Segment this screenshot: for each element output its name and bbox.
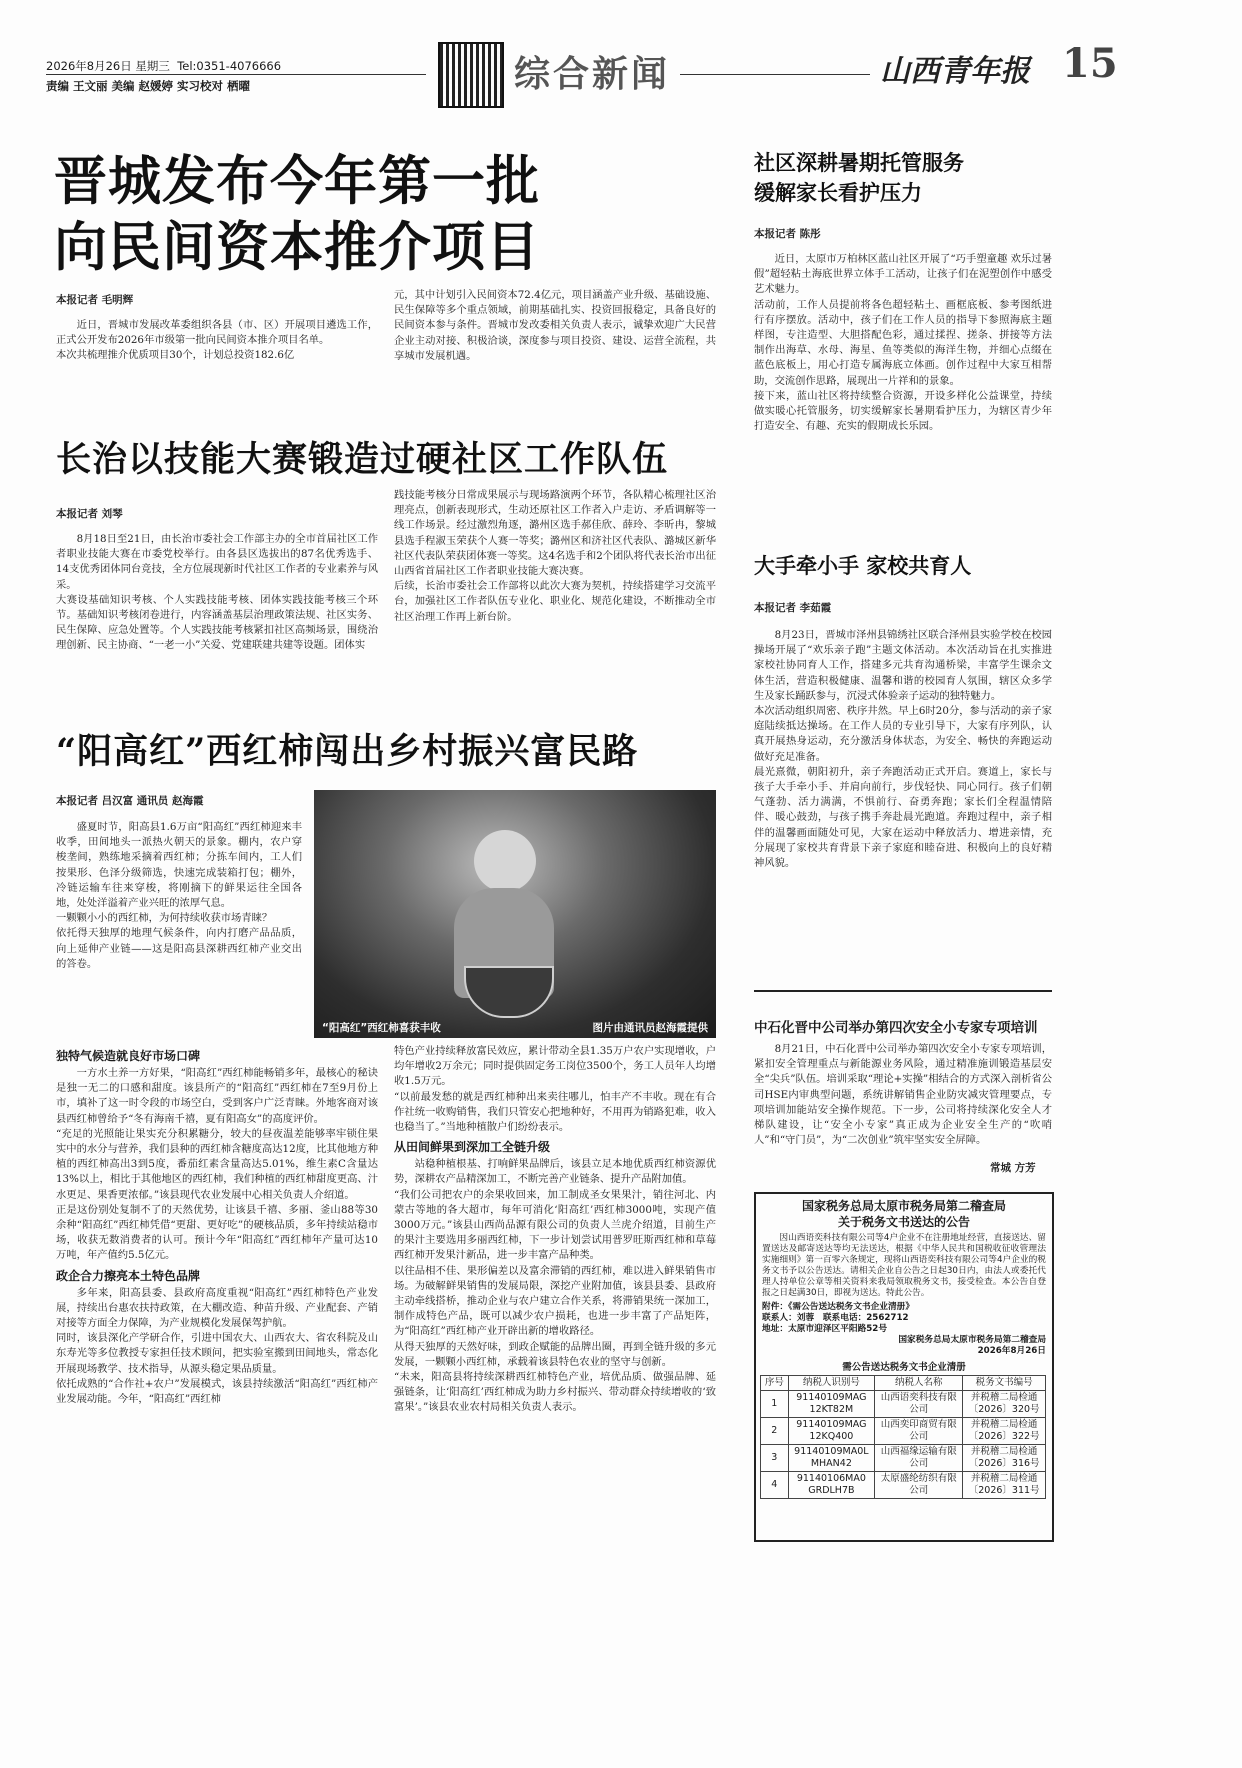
cell-name: 山西奕印商贸有限 公司 — [875, 1418, 963, 1445]
article2-col1: 8月18日至21日，由长治市委社会工作部主办的全市首届社区工作者职业技能大赛在市委党校举行。由各县区选拔出的87名优秀选手、14支优秀团体同台竞技，全方位展现新时代社区工作者的专业素养与风采。 大赛设基础知识考核、个人实践技能考核、团体实践技能考核三个环节。基础知识考核闭卷进行，内容涵盖基层治理政策法规、社区实务、民生保障、应急处置等。个人实践技能考核紧扣社区高频场景，围绕治理创新、民主协商、“一老一小”关爱、党建联建共建等设题。团体实 — [56, 533, 379, 652]
cell-tax-id: 91140106MA0 GRDLH7B — [788, 1472, 874, 1499]
notice-table-header — [761, 1376, 1046, 1391]
article3-headline: “阳高红”西红柿闯出乡村振兴富民路 — [56, 731, 639, 772]
article3-col2-lower — [394, 1044, 716, 1416]
divider-rule — [754, 990, 1052, 992]
notice-date: 2026年8月26日 — [977, 1346, 1046, 1356]
cell-index: 4 — [761, 1472, 789, 1499]
page-number: 15 — [1062, 40, 1118, 87]
header-rule-left — [46, 74, 426, 75]
notice-table-title: 需公告送达税务文书企业清册 — [842, 1362, 966, 1373]
article6-headline: 中石化晋中公司举办第四次安全小专家专项培训 — [754, 1020, 1038, 1036]
article3-sub2-text: 多年来，阳高县委、县政府高度重视“阳高红”西红柿特色产业发展，持续出台惠农扶持政策，在大棚改造、种苗升级、产业配套、产销对接等方面全力保障，为产业规模化发展保驾护航。 同时，该县深化产学研合作，引进中国农大、山西农大、省农科院及山东寿光等多位教授专家担任技术顾问，把实验室搬到田间地头，常态化开展现场教学、技术指导，从源头稳定果品质量。 依托成熟的“合作社+农户”发展模式，该县持续激活“阳高红”西红柿产业发展动能。今年，“阳高红”西红柿 — [56, 1286, 378, 1406]
cell-tax-id: 91140109MAG 12KQ400 — [788, 1418, 874, 1445]
photo-caption-right: 图片由通讯员赵海霞提供 — [592, 1022, 708, 1034]
article5-headline: 大手牵小手 家校共育人 — [754, 553, 972, 578]
cell-doc-no: 并税稽二局检通 〔2026〕322号 — [963, 1418, 1046, 1445]
cell-name: 太原盛纶纺织有限 公司 — [875, 1472, 963, 1499]
cell-doc-no: 并税稽二局检通 〔2026〕311号 — [963, 1472, 1046, 1499]
notice-title-line1: 国家税务总局太原市税务局第二稽查局 — [801, 1199, 1006, 1213]
header-rule-right — [680, 74, 870, 75]
masthead-logo: 山西青年报 — [880, 54, 1030, 89]
article4-headline-line1: 社区深耕暑期托管服务 — [754, 150, 964, 175]
notice-contacts — [762, 1302, 1046, 1357]
photo-caption-left: “阳高红”西红柿喜获丰收 — [322, 1022, 441, 1034]
cell-doc-no: 并税稽二局检通 〔2026〕316号 — [963, 1445, 1046, 1472]
table-row — [761, 1391, 1046, 1418]
table-row — [761, 1445, 1046, 1472]
article3-intro: 盛夏时节，阳高县1.6万亩“阳高红”西红柿迎来丰收季，田间地头一派热火朝天的景象。棚内，农户穿梭垄间，熟练地采摘着西红柿；分拣车间内，工人们按果形、色泽分级筛选，快速完成装箱打包；棚外，冷链运输车往来穿梭，将刚摘下的鲜果运往全国各地，处处洋溢着产业兴旺的浓厚气息。 一颗颗小小的西红柿，为何持续收获市场青睐？ 依托得天独厚的地理气候条件，向内打磨产品品质，向上延伸产业链——这是阳高县深耕西红柿产业交出的答卷。 — [56, 821, 302, 970]
notice-address: 地址：太原市迎泽区平阳路52号 — [762, 1324, 888, 1334]
date-line: 2026年8月26日 星期三 — [46, 59, 170, 73]
article4-text: 近日，太原市万柏林区蓝山社区开展了“巧手塑童趣 欢乐过暑假”超轻粘土海底世界立体手工活动，让孩子们在泥塑创作中感受艺术魅力。 活动前，工作人员提前将各色超轻粘土、画框底板、参考图纸进行有序摆放。活动中，孩子们在工作人员的指导下参照海底主题样图，专注造型、大胆搭配色彩，通过揉捏、搓条、拼接等方法制作出海草、水母、海星、鱼等类似的海洋生物，并细心点缀在蓝色底板上，用心打造专属海底立体画。创作过程中大家互相帮助，交流创作思路，展现出一片祥和的景象。 接下来，蓝山社区将持续整合资源，开设多样化公益课堂，持续做实暖心托管服务，切实缓解家长暑期看护压力，为辖区青少年打造安全、有趣、充实的假期成长乐园。 — [754, 253, 1052, 433]
article1-headline-line1: 晋城发布今年第一批 — [54, 150, 540, 212]
notice-table — [760, 1375, 1046, 1499]
notice-title-line2: 关于税务文书送达的公告 — [837, 1215, 970, 1229]
article4-headline — [754, 148, 964, 208]
article1-headline-line2: 向民间资本推介项目 — [54, 216, 540, 278]
article2-headline: 长治以技能大赛锻造过硬社区工作队伍 — [56, 439, 669, 480]
table-row — [761, 1418, 1046, 1445]
tel: Tel:0351-4076666 — [177, 59, 282, 73]
table-row — [761, 1472, 1046, 1499]
notice-attachment: 附件：《需公告送达税务文书企业清册》 — [762, 1302, 915, 1312]
notice-text: 因山西语奕科技有限公司等4户企业不在注册地址经营，直接送达、留置送达及邮寄送达等均无法送达，根据《中华人民共和国税收征收管理法实施细则》第一百零六条规定，现将山西语奕科技有限公司等4户企业的税务文书予以公告送达。请相关企业自公告之日起30日内，由法人或委托代理人持单位公章等相关资料来我局领取税务文书，接受检查。本公告自登报之日起满30日，即视为送达。特此公告。 — [762, 1233, 1046, 1298]
farmer-face-shape — [474, 830, 536, 892]
article3-col2-top: 特色产业持续释放富民效应，累计带动全县1.35万户农户实现增收，户均年增收2万余元；同时提供固定务工岗位3500个，务工人员年人均增收1.5万元。 “以前最发愁的就是西红柿种出来卖往哪儿，怕丰产不丰收。现在有合作社统一收购销售，我们只管安心把地种好，不用再为销路犯难，收入也稳当了。”当地种植散户们纷纷表示。 — [394, 1045, 716, 1134]
article3-sub3-text: 站稳种植根基、打响鲜果品牌后，该县立足本地优质西红柿资源优势，深耕农产品精深加工，不断完善产业链条、提升产品附加值。 “我们公司把农户的余果收回来，加工制成圣女果果汁，销往河北、内蒙古等地的各大超市，每年可消化‘阳高红’西红柿3000吨，实现产值3000万元。”该县山西尚品源有限公司的负责人兰虎介绍道，目前生产的果汁主要选用多丽西红柿，下一步计划尝试用普罗旺斯西红柿和草莓西红柿开发果汁新品，进一步丰富产品种类。 以往品相不佳、果形偏差以及富余滞销的西红柿，难以进入鲜果销售市场。为破解鲜果销售的发展局限，深挖产业附加值，该县县委、县政府主动牵线搭桥，推动企业与农户建立合作关系，将滞销果统一深加工，制作成特色产品，既可以减少农户损耗，也进一步丰富了产品矩阵，为“阳高红”西红柿产业开辟出新的增收路径。 从得天独厚的天然好味，到政企赋能的品牌出圈，再到全链升级的多元发展，一颗颗小西红柿，承载着该县特色农业的坚守与创新。 “未来，阳高县将持续深耕西红柿特色产业，培优品质、做强品牌、延强链条，让‘阳高红’西红柿成为助力乡村振兴、带动群众持续增收的‘致富果’。”该县农业农村局相关负责人表示。 — [394, 1158, 716, 1414]
editors-line: 责编 王文丽 美编 赵媛婷 实习校对 栖曜 — [46, 79, 251, 93]
article1-col2: 元，其中计划引入民间资本72.4亿元，项目涵盖产业升级、基础设施、民生保障等多个重点领域，前期基础扎实、投资回报稳定，具备良好的民间资本参与条件。晋城市发改委相关负责人表示，诚挚欢迎广大民营企业主动对接、积极洽谈，深度参与项目投资、建设、运营全流程，共享城市发展机遇。 — [394, 289, 716, 362]
article1-byline: 本报记者 毛明辉 — [56, 294, 134, 306]
article3-col1-lower — [56, 1044, 378, 1407]
cell-name: 山西福缘运输有限 公司 — [875, 1445, 963, 1472]
cell-index: 2 — [761, 1418, 789, 1445]
qr-code-icon[interactable] — [438, 42, 504, 108]
article3-subhead-2: 政企合力擦亮本土特色品牌 — [56, 1268, 201, 1283]
cell-tax-id: 91140109MAG 12KT82M — [788, 1391, 874, 1418]
col-header-name: 纳税人名称 — [875, 1376, 963, 1391]
article5-text: 8月23日，晋城市泽州县锦绣社区联合泽州县实验学校在校园操场开展了“欢乐亲子跑”主题文体活动。本次活动旨在扎实推进家校社协同育人工作，搭建多元共育沟通桥梁，丰富学生课余文体生活，营造积极健康、温馨和谐的校园育人氛围，辖区众多学生及家长踊跃参与，沉浸式体验亲子运动的独特魅力。 本次活动组织周密、秩序井然。早上6时20分，参与活动的亲子家庭陆续抵达操场。在工作人员的专业引导下，大家有序列队，认真开展热身运动，充分激活身体状态，为安全、畅快的奔跑运动做好充足准备。 晨光熹微，朝阳初升，亲子奔跑活动正式开启。赛道上，家长与孩子大手牵小手、并肩向前行，步伐轻快、同心同行。孩子们朝气蓬勃、活力满满，不惧前行、奋勇奔跑；家长们全程温情陪伴、暖心鼓劲，与孩子携手奔赴晨光跑道。奔跑过程中，亲子相伴的温馨画面随处可见，大家在运动中释放活力、增进亲情，充分展现了家校共育背景下亲子家庭和睦奋进、积极向上的良好精神风貌。 — [754, 629, 1052, 870]
tax-notice-box — [754, 1192, 1054, 1542]
cell-index: 3 — [761, 1445, 789, 1472]
tomato-harvest-photo — [314, 790, 716, 1038]
article6-author: 常城 方芳 — [990, 1162, 1036, 1174]
article3-subhead-1: 独特气候造就良好市场口碑 — [56, 1049, 201, 1063]
cell-tax-id: 91140109MA0L MHAN42 — [788, 1445, 874, 1472]
article2-byline: 本报记者 刘琴 — [56, 508, 123, 520]
article2-col2: 践技能考核分日常成果展示与现场路演两个环节，各队精心梳理社区治理亮点，创新表现形式，生动还原社区工作者入户走访、矛盾调解等一线工作场景。经过激烈角逐，潞州区选手郝佳欣、薛玲、李昕冉，黎城县选手程淑玉荣获个人赛一等奖；潞州区和济社区代表队、潞城区新华社区代表队荣获团体赛一等奖。这4名选手和2个团队将代表长治市出征山西省首届社区工作者职业技能大赛决赛。 后续，长治市委社会工作部将以此次大赛为契机，持续搭建学习交流平台，加强社区工作者队伍专业化、职业化、规范化建设，不断推动全市社区治理工作再上新台阶。 — [394, 489, 717, 623]
notice-sign: 国家税务总局太原市税务局第二稽查局 — [898, 1335, 1046, 1345]
col-header-tax-id: 纳税人识别号 — [788, 1376, 874, 1391]
article3-byline: 本报记者 吕汉富 通讯员 赵海霞 — [56, 795, 204, 807]
cell-name: 山西语奕科技有限 公司 — [875, 1391, 963, 1418]
section-title: 综合新闻 — [514, 53, 671, 95]
article1-headline — [54, 148, 540, 280]
article3-sub1-text: 一方水土养一方好果，“阳高红”西红柿能畅销多年，最核心的秘诀是独一无二的口感和甜度。该县所产的“阳高红”西红柿在7至9月份上市，填补了这一时令段的市场空白，受到客户广泛青睐。外地客商对该县西红柿曾给予“冬有海南千禧，夏有阳高女”的高度评价。 “充足的光照能让果实充分积累糖分，较大的昼夜温差能够率牢锁住果实中的水分与营养，我们县种的西红柿含糖度高达12度，比其他地方种植的西红柿高出3到5度，番茄红素含量高达5.01%，维生素C含量达13%以上，相比于其他地区的西红柿，我们种植的西红柿甜度更高、汁水更足、果香更浓郁。”该县现代农业发展中心相关负责人介绍道。 正是这份别处复制不了的天然优势，让该县千禧、多丽、釜山88等30余种“阳高红”西红柿凭借“更甜、更好吃”的硬核品质，多年持续站稳市场，收获无数消费者的认可。预计今年“阳高红”西红柿年产量可达10万吨，年产值约5.5亿元。 — [56, 1067, 379, 1262]
article3-subhead-3: 从田间鲜果到深加工全链升级 — [394, 1140, 551, 1155]
cell-doc-no: 并税稽二局检通 〔2026〕320号 — [963, 1391, 1046, 1418]
cell-index: 1 — [761, 1391, 789, 1418]
header-date — [46, 58, 281, 74]
article1-col1: 近日，晋城市发展改革委组织各县（市、区）开展项目遴选工作，正式公开发布2026年市级第一批向民间资本推介项目名单。 本次共梳理推介优质项目30个，计划总投资182.6亿 — [56, 319, 378, 362]
col-header-doc-no: 税务文书编号 — [963, 1376, 1046, 1391]
tomato-basket-shape — [464, 966, 554, 1018]
article4-headline-line2: 缓解家长看护压力 — [754, 180, 922, 205]
article6-text: 8月21日，中石化晋中公司举办第四次安全小专家专项培训，紧扣安全管理重点与新能源业务风险，通过精准施训锻造基层安全“尖兵”队伍。培训采取“理论+实操”相结合的方式深入剖析省公司HSE内审典型问题，系统讲解销售企业防灾减灾管理要点，专项培训加能站安全操作规范。下一步，公司将持续深化安全人才梯队建设，让“安全小专家”真正成为企业安全生产的“吹哨人”和“守门员”，为“二次创业”筑牢坚实安全屏障。 — [754, 1043, 1052, 1147]
col-header-index: 序号 — [761, 1376, 789, 1391]
article5-byline: 本报记者 李茹霞 — [754, 602, 832, 614]
notice-contact: 联系人：刘蓉 联系电话：2562712 — [762, 1313, 909, 1323]
notice-title — [756, 1198, 1052, 1230]
article4-byline: 本报记者 陈彤 — [754, 228, 821, 240]
